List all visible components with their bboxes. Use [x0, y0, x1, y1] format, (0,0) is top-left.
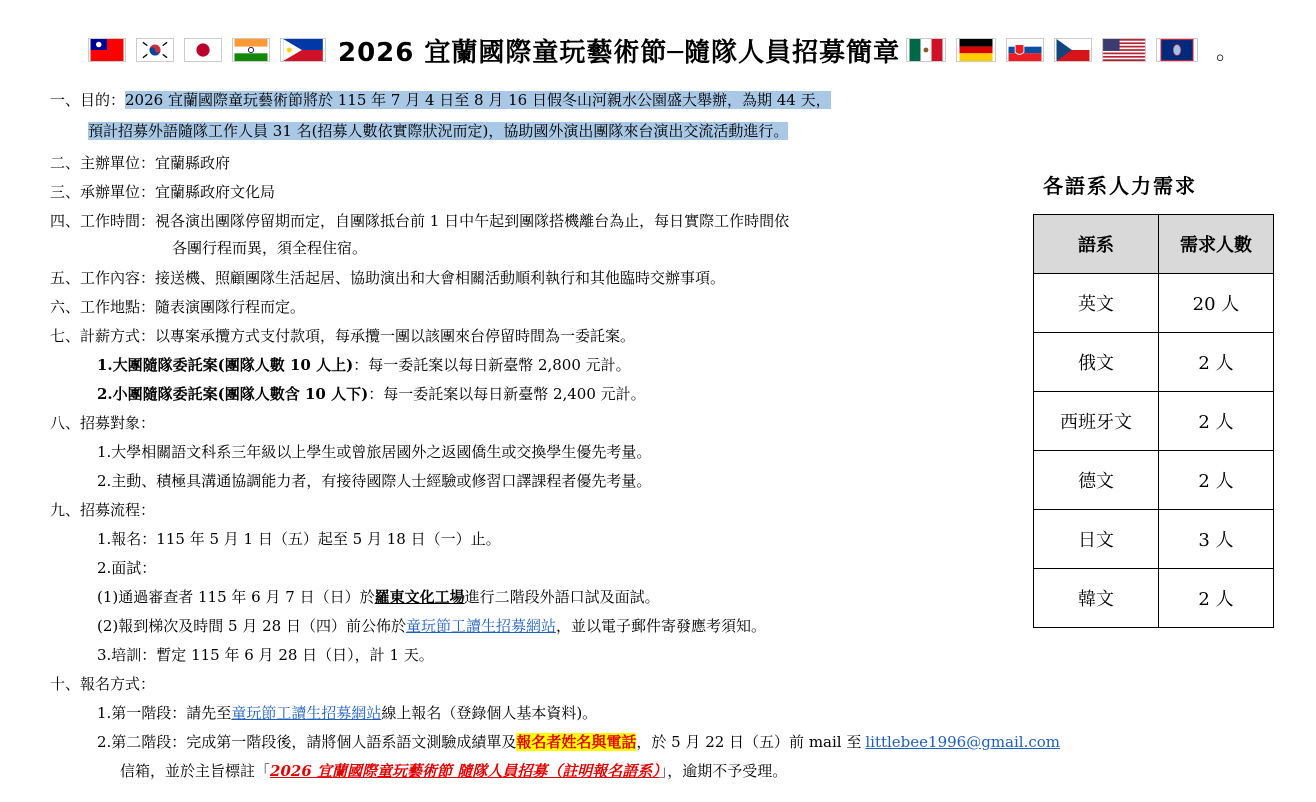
- section-8-item-1: 1.大學相關語文科系三年級以上學生或曾旅居國外之返國僑生或交換學生優先考量。: [97, 443, 652, 461]
- count-cell: 20 人: [1159, 274, 1274, 333]
- section-7: 七、計薪方式：以專案承攬方式支付款項，每承攬一團以該團來台停留時間為一委託案。: [50, 327, 636, 345]
- table-row: [1034, 333, 1274, 392]
- table-row: [1034, 274, 1274, 333]
- language-cell: 日文: [1034, 510, 1159, 569]
- section-10-item-2-cont: 信箱，並於主旨標註「2026 宜蘭國際童玩藝術節 隨隊人員招募（註明報名語系）」，逾期不予受理。: [120, 762, 788, 780]
- mexico-flag-icon: [906, 38, 946, 62]
- table-row: [1034, 392, 1274, 451]
- table-row: [1034, 569, 1274, 628]
- count-cell: 2 人: [1159, 392, 1274, 451]
- section-9-item-3: 3.培訓：暫定 115 年 6 月 28 日（日），計 1 天。: [97, 646, 434, 664]
- purpose-highlight-2: 預計招募外語隨隊工作人員 31 名(招募人數依實際狀況而定)，協助國外演出團隊來台演出交流活動進行。: [88, 122, 789, 140]
- section-5: 五、工作內容：接送機、照顧團隊生活起居、協助演出和大會相關活動順利執行和其他臨時交辦事項。: [50, 269, 726, 287]
- page-title: 2026 宜蘭國際童玩藝術節─隨隊人員招募簡章: [338, 37, 901, 68]
- section-10-item-1: 1.第一階段：請先至童玩節工讀生招募網站線上報名（登錄個人基本資料)。: [97, 704, 598, 722]
- staffing-table-title: 各語系人力需求: [1043, 174, 1197, 198]
- column-header-count: 需求人數: [1159, 215, 1274, 274]
- taiwan-flag-icon: [88, 38, 126, 62]
- section-9-item-2b: (2)報到梯次及時間 5 月 28 日（四）前公佈於童玩節工讀生招募網站，並以電子郵件寄發應考須知。: [97, 617, 766, 635]
- section-7-item-2: 2.小團隨隊委託案(團隊人數含 10 人下)：每一委託案以每日新臺幣 2,400 元計。: [97, 385, 646, 403]
- japan-flag-icon: [184, 38, 222, 62]
- slovakia-flag-icon: [1006, 38, 1044, 62]
- section-1-line-2: [88, 117, 788, 145]
- count-cell: 2 人: [1159, 333, 1274, 392]
- header: [88, 28, 1288, 72]
- czech-flag-icon: [1054, 38, 1092, 62]
- india-flag-icon: [232, 38, 270, 62]
- section-3: 三、承辦單位：宜蘭縣政府文化局: [50, 183, 276, 201]
- language-cell: 韓文: [1034, 569, 1159, 628]
- count-cell: 2 人: [1159, 569, 1274, 628]
- count-cell: 3 人: [1159, 510, 1274, 569]
- section-9-item-2: 2.面試：: [97, 559, 157, 577]
- staffing-table: [1033, 214, 1274, 628]
- language-cell: 德文: [1034, 451, 1159, 510]
- section-2: 二、主辦單位：宜蘭縣政府: [50, 154, 231, 172]
- count-cell: 2 人: [1159, 451, 1274, 510]
- section-8-item-2: 2.主動、積極具溝通協調能力者，有接待國際人士經驗或修習口譯課程者優先考量。: [97, 472, 652, 490]
- section-10-item-2: 2.第二階段：完成第一階段後，請將個人語系語文測驗成績單及報名者姓名與電話，於 5 月 22 日（五）前 mail 至 littlebee1996@gmail.com: [97, 733, 1061, 751]
- name-phone-highlight: 報名者姓名與電話: [516, 733, 637, 751]
- venue-name: 羅東文化工場: [374, 588, 465, 606]
- section-9: 九、招募流程：: [50, 501, 156, 519]
- table-header-row: [1034, 215, 1274, 274]
- signup-website-link[interactable]: 童玩節工讀生招募網站: [231, 704, 382, 722]
- subject-line-note: 2026 宜蘭國際童玩藝術節 隨隊人員招募（註明報名語系）: [270, 762, 660, 780]
- table-row: [1034, 510, 1274, 569]
- table-row: [1034, 451, 1274, 510]
- column-header-language: 語系: [1034, 215, 1159, 274]
- germany-flag-icon: [956, 38, 996, 62]
- section-10: 十、報名方式：: [50, 675, 156, 693]
- usa-flag-icon: [1102, 38, 1146, 62]
- email-link[interactable]: littlebee1996@gmail.com: [865, 733, 1061, 751]
- korea-flag-icon: [136, 38, 174, 62]
- purpose-highlight-1: 2026 宜蘭國際童玩藝術節將於 115 年 7 月 4 日至 8 月 16 日假冬山河親水公園盛大舉辦，為期 44 天，: [125, 91, 831, 109]
- philippines-flag-icon: [280, 38, 326, 62]
- section-6: 六、工作地點：隨表演團隊行程而定。: [50, 298, 306, 316]
- section-8: 八、招募對象：: [50, 414, 156, 432]
- title-end-mark: 。: [1216, 39, 1239, 65]
- recruit-website-link[interactable]: 童玩節工讀生招募網站: [405, 617, 556, 635]
- section-7-item-1: 1.大團隨隊委託案(團隊人數 10 人上)：每一委託案以每日新臺幣 2,800 元計。: [97, 356, 631, 374]
- language-cell: 俄文: [1034, 333, 1159, 392]
- section-9-item-1: 1.報名：115 年 5 月 1 日（五）起至 5 月 18 日（一）止。: [97, 530, 501, 548]
- section-9-item-2a: (1)通過審查者 115 年 6 月 7 日（日）於羅東文化工場進行二階段外語口試及面試。: [97, 588, 660, 606]
- guam-flag-icon: [1156, 38, 1198, 62]
- section-4-line-1: 四、工作時間：視各演出團隊停留期而定，自團隊抵台前 1 日中午起到團隊搭機離台為止，每日實際工作時間依: [50, 212, 790, 230]
- section-4-line-2: 各團行程而異，須全程住宿。: [172, 239, 368, 257]
- language-cell: 英文: [1034, 274, 1159, 333]
- section-1-line-1: 一、目的：2026 宜蘭國際童玩藝術節將於 115 年 7 月 4 日至 8 月 16 日假冬山河親水公園盛大舉辦，為期 44 天，: [50, 91, 831, 109]
- language-cell: 西班牙文: [1034, 392, 1159, 451]
